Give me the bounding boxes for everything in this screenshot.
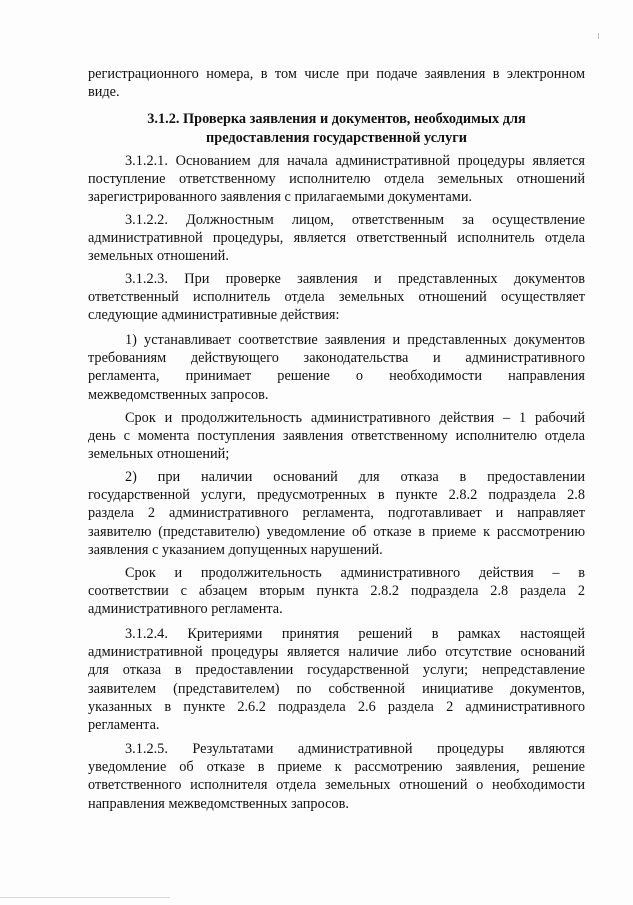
paragraph-3-1-2-2	[88, 211, 585, 266]
text-line: 2) при наличии оснований для отказа в предоставлении	[125, 469, 585, 485]
text-line: Срок и продолжительность административного действия – 1 рабочий	[125, 410, 585, 426]
text-line: государственной услуги, предусмотренных в пункте 2.8.2 подраздела 2.8	[88, 487, 585, 504]
text-line: указанных в пункте 2.6.2 подраздела 2.6 раздела 2 административного	[88, 698, 585, 715]
paragraph-term-1	[88, 409, 585, 464]
paragraph-3-1-2-4	[88, 625, 585, 734]
text-line: уведомление об отказе в приеме к рассмотрению заявления, решение	[88, 759, 585, 776]
list-item-1	[88, 331, 585, 404]
text-line: земельных отношений.	[88, 248, 229, 265]
text-line: заявления с указанием допущенных нарушений.	[88, 541, 383, 558]
text-line: поступление ответственному исполнителю отдела земельных отношений	[88, 171, 585, 188]
paragraph-continuation	[88, 65, 585, 101]
heading-line: предоставления государственной услуги	[206, 129, 467, 146]
scan-mark-top	[598, 33, 599, 39]
text-line: регистрационного номера, в том числе при подаче заявления в электронном	[88, 66, 585, 82]
text-line: 3.1.2.5. Результатами административной процедуры являются	[125, 741, 585, 757]
text-line: зарегистрированного заявления с прилагаемыми документами.	[88, 189, 473, 206]
text-line: виде.	[88, 84, 120, 101]
text-line: ответственный исполнитель отдела земельных отношений осуществляет	[88, 289, 585, 306]
text-line: направления межведомственных запросов.	[88, 795, 349, 812]
text-line: 3.1.2.1. Основанием для начала административной процедуры является	[125, 153, 585, 169]
text-line: день с момента поступления заявления ответственному исполнителю отдела	[88, 428, 585, 445]
heading-line: 3.1.2. Проверка заявления и документов, необходимых для	[147, 111, 526, 127]
paragraph-term-2	[88, 564, 585, 619]
text-line: административного регламента.	[88, 601, 283, 618]
text-line: заявителем (представителем) по собственной инициативе документов,	[88, 680, 585, 697]
list-item-2	[88, 468, 585, 559]
paragraph-3-1-2-1	[88, 152, 585, 207]
text-line: 3.1.2.2. Должностным лицом, ответственным за осуществление	[125, 212, 585, 228]
text-line: следующие административные действия:	[88, 307, 340, 324]
text-line: Срок и продолжительность административного действия – в	[125, 565, 585, 581]
text-line: земельных отношений;	[88, 446, 230, 463]
text-line: ответственного исполнителя отдела земельных отношений о необходимости	[88, 777, 585, 794]
text-line: раздела 2 административного регламента, подготавливает и направляет	[88, 505, 585, 522]
text-line: для отказа в предоставлении государственной услуги; непредставление	[88, 662, 585, 679]
text-line: межведомственных запросов.	[88, 386, 269, 403]
text-line: 3.1.2.3. При проверке заявления и представленных документов	[125, 271, 585, 287]
text-line: административной процедуры, является ответственный исполнитель отдела	[88, 230, 585, 247]
text-line: соответствии с абзацем вторым пункта 2.8.2 подраздела 2.8 раздела 2	[88, 583, 585, 600]
text-line: регламента.	[88, 717, 160, 734]
text-line: требованиям действующего законодательства и административного	[88, 350, 585, 367]
paragraph-3-1-2-3	[88, 270, 585, 325]
text-line: 3.1.2.4. Критериями принятия решений в рамках настоящей	[125, 626, 585, 642]
text-line: заявителю (представителю) уведомление об отказе в приеме к рассмотрению	[88, 523, 585, 540]
paragraph-3-1-2-5	[88, 740, 585, 813]
text-line: 1) устанавливает соответствие заявления и представленных документов	[125, 332, 585, 348]
text-line: регламента, принимает решение о необходимости направления	[88, 368, 585, 385]
scan-mark-bottom	[0, 897, 170, 898]
text-line: административной процедуры является наличие либо отсутствие оснований	[88, 644, 585, 661]
section-heading	[88, 110, 585, 147]
